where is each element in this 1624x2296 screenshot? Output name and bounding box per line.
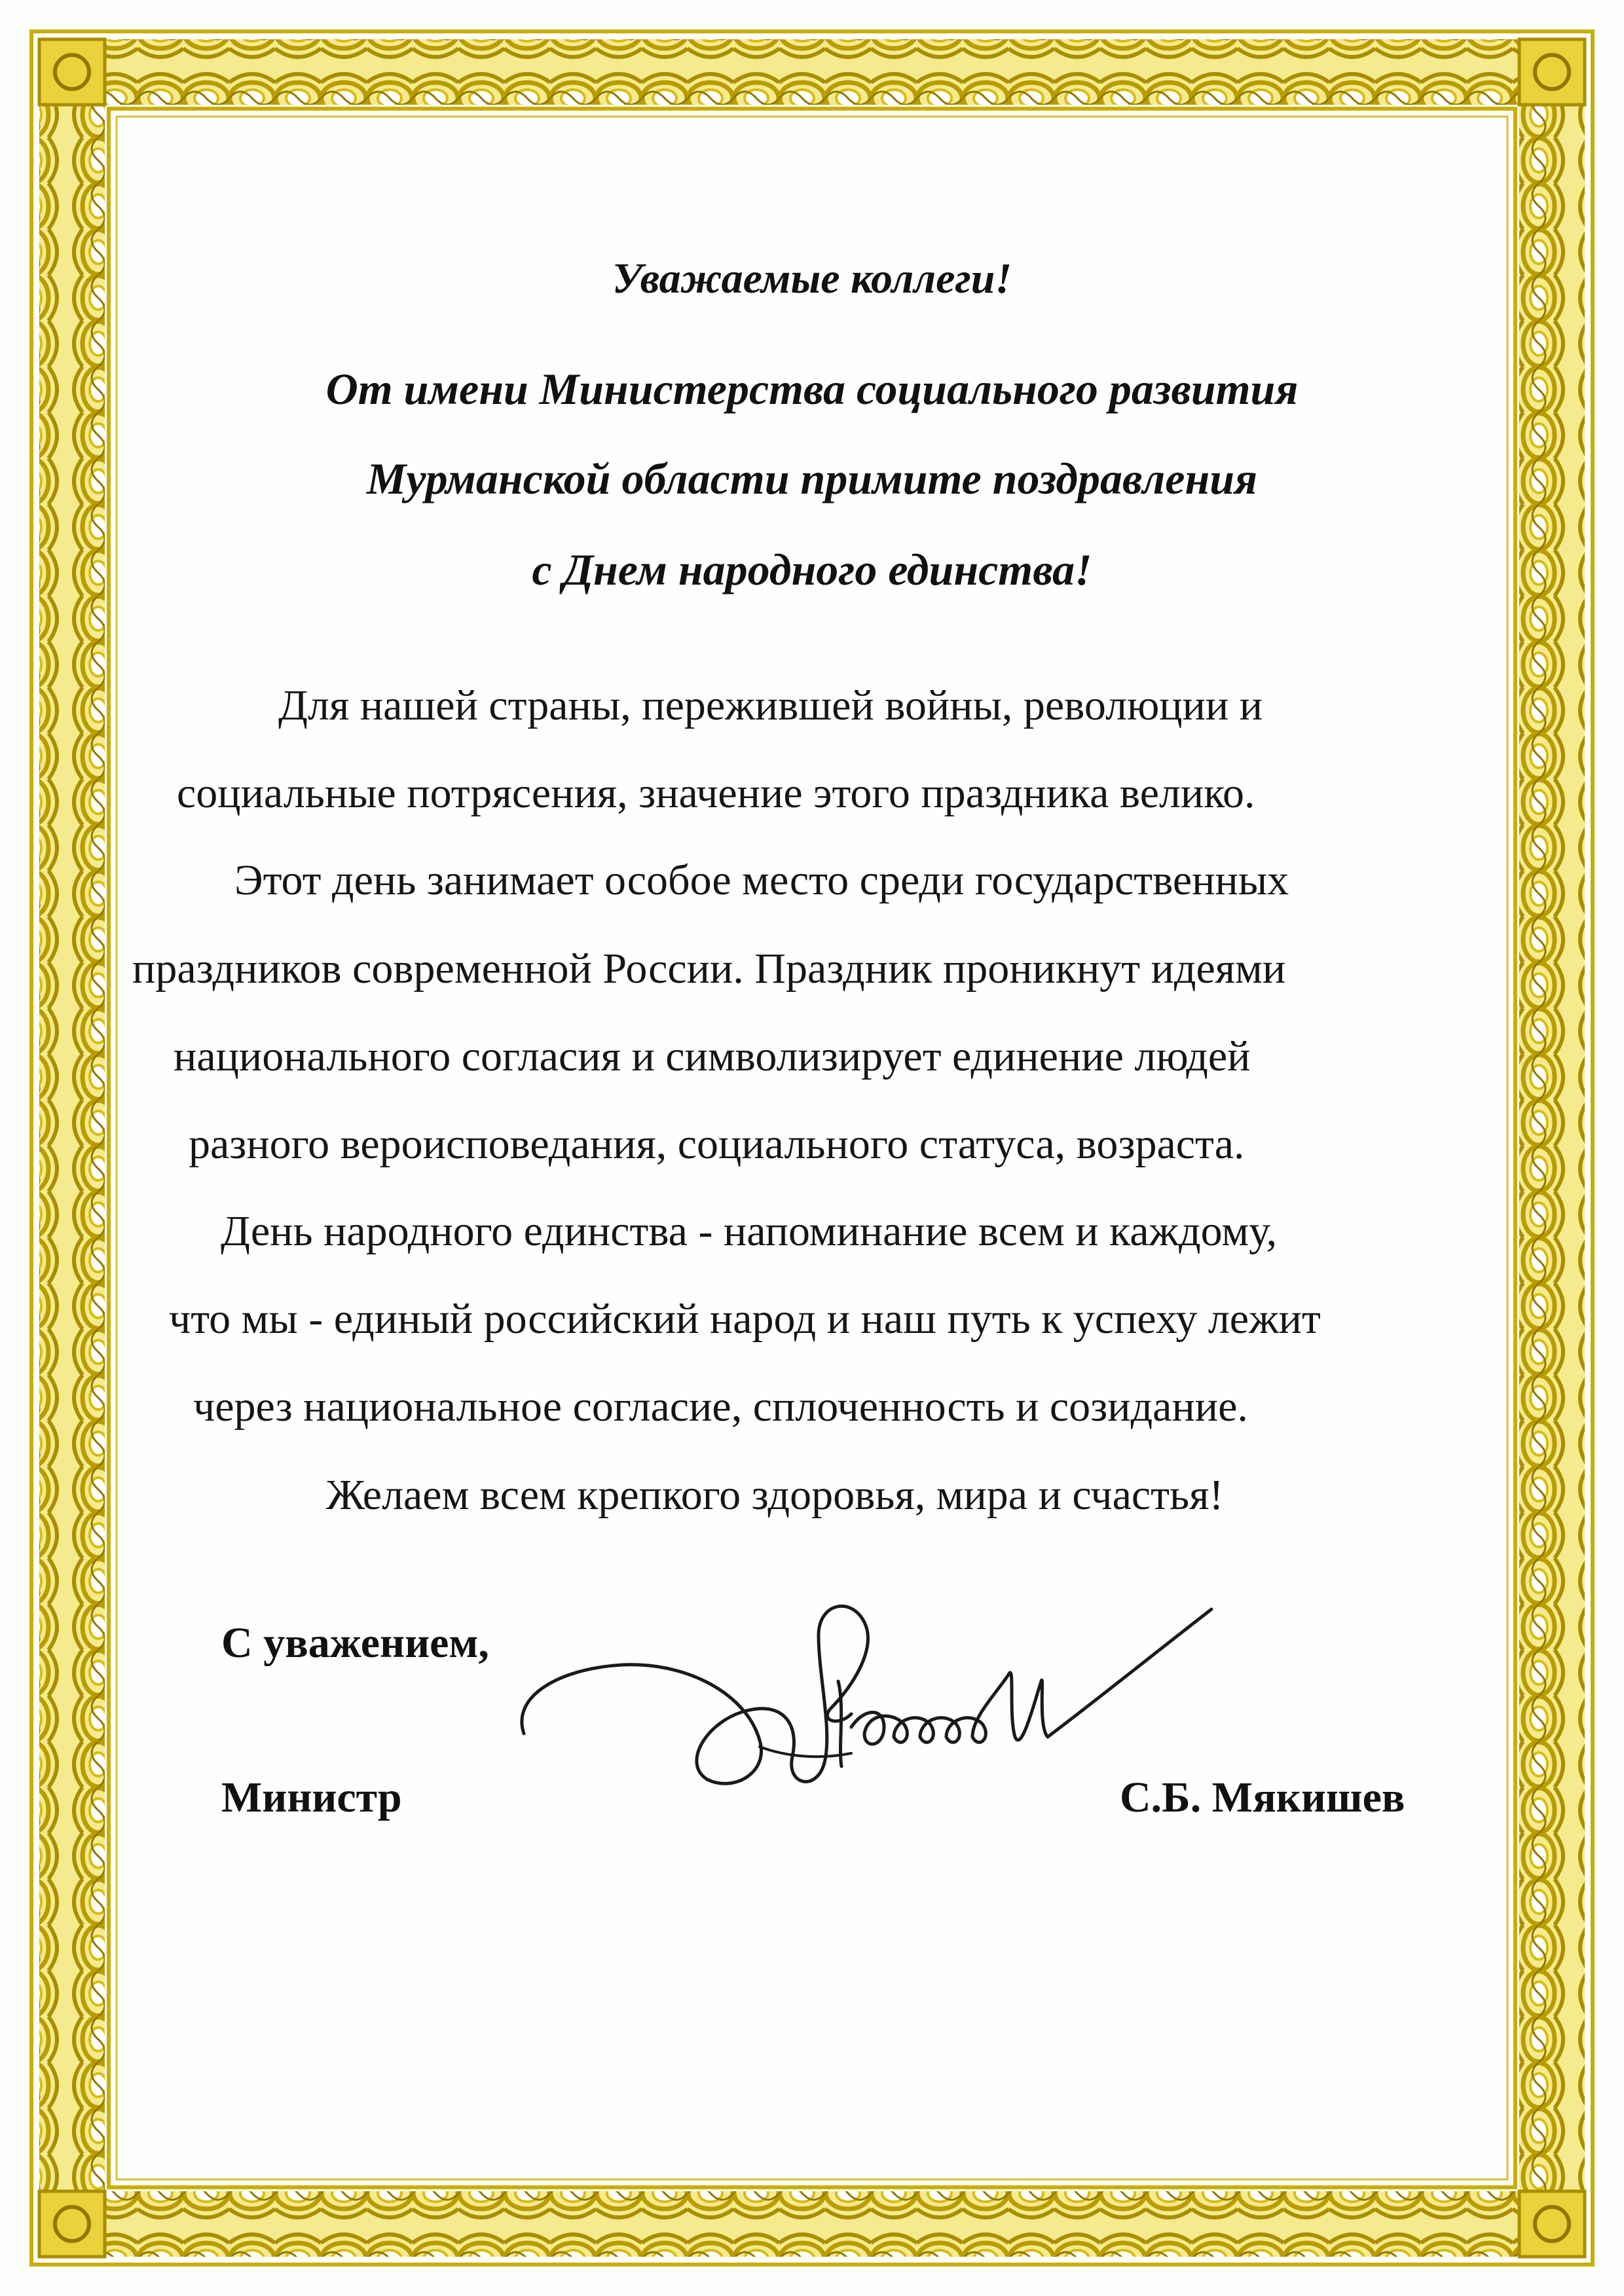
closing-regards: С уважением, (221, 1619, 489, 1667)
body-line: Желаем всем крепкого здоровья, мира и счастья! (326, 1471, 1224, 1519)
body-line: праздников современной России. Праздник проникнут идеями (132, 945, 1286, 993)
letter-content (118, 118, 1506, 2174)
signatory-position: Министр (221, 1774, 402, 1821)
handwritten-signature (511, 1596, 1225, 1812)
body-line: Этот день занимает особое место среди государственных (234, 856, 1289, 904)
greeting-line: Мурманской области примите поздравления (366, 454, 1258, 503)
body-line: Для нашей страны, пережившей войны, революции и (278, 682, 1263, 729)
body-line: национального согласия и символизирует единение людей (174, 1032, 1251, 1080)
salutation: Уважаемые коллеги! (612, 255, 1012, 302)
greeting-line: с Днем народного единства! (532, 545, 1092, 594)
signatory-name: С.Б. Мякишев (1120, 1774, 1405, 1821)
body-line: День народного единства - напоминание всем и каждому, (221, 1207, 1278, 1255)
body-line: через национальное согласие, сплоченность и созидание. (193, 1383, 1248, 1430)
body-line: что мы - единый российский народ и наш путь к успеху лежит (169, 1295, 1321, 1343)
body-line: социальные потрясения, значение этого праздника велико. (177, 769, 1255, 817)
body-line: разного вероисповедания, социального статуса, возраста. (189, 1120, 1245, 1168)
greeting-line: От имени Министерства социального развития (325, 364, 1299, 414)
